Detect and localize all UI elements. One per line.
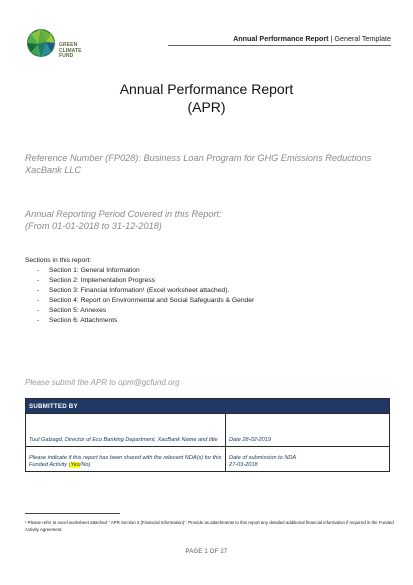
table-header: SUBMITTED BY — [26, 399, 390, 414]
footnote: ¹ Please refer to excel worksheet attached " APR Section 3 (Financial Information)". Provide as attachments to this report any detailed additional financial information if required in the Funded Activity Agreement. — [25, 520, 394, 532]
submitter-cell: Tuul Galzagd, Director of Eco Banking Department, XacBank Name and title — [26, 414, 226, 447]
period-label: Annual Reporting Period Covered in this Report: — [25, 209, 222, 219]
submit-note: Please submit the APR to opm@gcfund.org — [25, 378, 180, 387]
globe-logo-icon — [26, 28, 56, 58]
yes-highlight: Yes — [70, 461, 80, 468]
sections-heading: Sections in this report: — [25, 257, 92, 264]
header-divider — [168, 45, 391, 46]
gcf-logo — [26, 28, 96, 76]
reference-number: Reference Number (FP028): Business Loan Program for GHG Emissions Reductions — [25, 153, 372, 163]
section-item: - Section 5: Annexes — [25, 306, 390, 316]
reporting-period — [25, 208, 390, 233]
sections-list — [25, 256, 390, 326]
logo-line-2: CLIMATE — [59, 47, 82, 54]
footnote-divider — [25, 513, 120, 514]
nda-question-cell — [26, 447, 226, 472]
title-line-2: (APR) — [187, 99, 226, 115]
header-template: General Template — [334, 34, 391, 43]
document-title — [0, 80, 413, 116]
section-item: - Section 3: Financial Information¹ (Excel worksheet attached). — [25, 286, 390, 296]
section-item: - Section 4: Report on Environmental and Social Safeguards & Gender — [25, 296, 390, 306]
nda-submission-cell — [226, 447, 390, 472]
logo-wordmark — [59, 43, 109, 60]
running-header — [233, 34, 391, 43]
page-number: PAGE 1 OF 27 — [185, 549, 228, 555]
nda-question-text: Please indicate if this report has been shared with the relevant NDA(s) for this Funded Activity ( — [29, 454, 222, 468]
submission-label: Date of submission to NDA — [229, 454, 297, 461]
date-cell: Date 28-02-2019 — [226, 414, 390, 447]
logo-line-3: FUND — [59, 53, 74, 60]
header-doc-title: Annual Performance Report — [233, 34, 329, 43]
nda-question-end: /No) — [79, 461, 91, 468]
title-line-1: Annual Performance Report — [119, 81, 294, 97]
submitted-by-table — [25, 398, 390, 472]
period-dates: (From 01-01-2018 to 31-12-2018) — [25, 221, 162, 232]
entity-name: XacBank LLC — [25, 164, 82, 175]
submission-date: 27-03-2018 — [229, 461, 258, 468]
section-item: - Section 2: Implementation Progress — [25, 276, 390, 286]
reference-block — [25, 153, 390, 176]
logo-line-1: GREEN — [59, 42, 78, 48]
header-separator: | — [328, 34, 335, 43]
section-item: - Section 6: Attachments — [25, 316, 390, 326]
section-item: - Section 1: General Information — [25, 266, 390, 276]
